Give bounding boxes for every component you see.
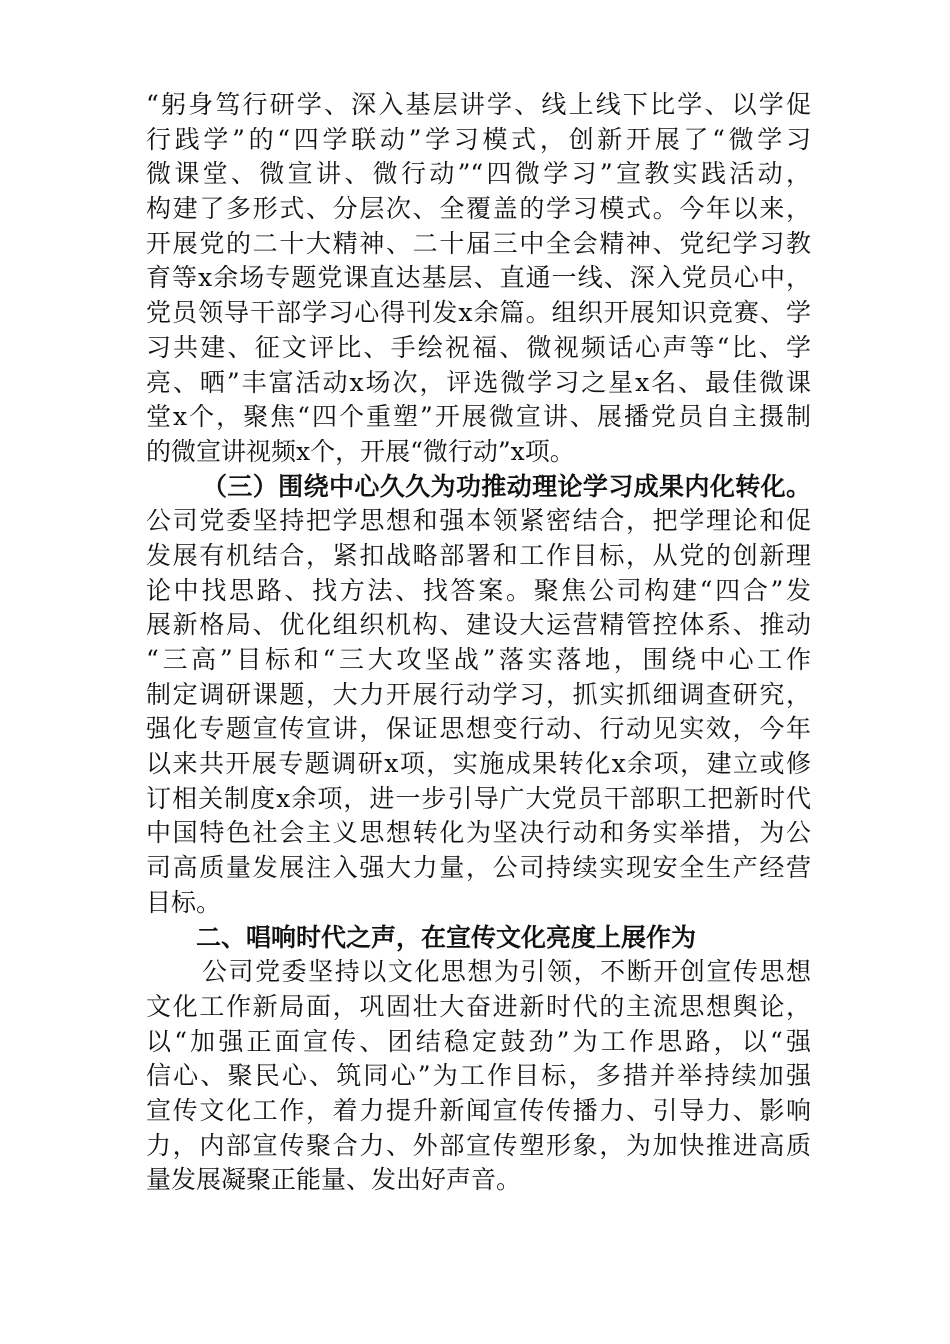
text-line: 育等x余场专题党课直达基层、直通一线、深入党员心中， xyxy=(146,263,811,293)
paragraph-theory-transformation xyxy=(146,470,811,921)
text-line: 以来共开展专题调研x项，实施成果转化x余项，建立或修 xyxy=(146,749,811,779)
text-line: 订相关制度x余项，进一步引导广大党员干部职工把新时代 xyxy=(146,783,811,813)
text-line: “三高”目标和“三大攻坚战”落实落地，围绕中心工作 xyxy=(146,645,811,674)
text-line: 行践学”的“四学联动”学习模式，创新开展了“微学习 xyxy=(146,124,811,154)
text-line: 目标。 xyxy=(146,887,222,917)
text-line: 堂x个，聚焦“四个重塑”开展微宣讲、展播党员自主摄制 xyxy=(146,402,811,432)
text-line: 制定调研课题，大力开展行动学习，抓实抓细调查研究， xyxy=(146,679,811,709)
text-line: 习共建、征文评比、手绘祝福、微视频话心声等“比、学 xyxy=(146,332,811,362)
text-line: 强化专题宣传宣讲，保证思想变行动、行动见实效，今年 xyxy=(146,714,811,744)
text-line: 信心、聚民心、筑同心”为工作目标，多措并举持续加强 xyxy=(146,1061,811,1091)
text-line: 以“加强正面宣传、团结稳定鼓劲”为工作思路，以“强 xyxy=(146,1026,811,1056)
text-line: 党员领导干部学习心得刊发x余篇。组织开展知识竞赛、学 xyxy=(146,298,811,328)
text-line: 力，内部宣传聚合力、外部宣传塑形象，为加快推进高质 xyxy=(146,1130,811,1160)
text-line: 构建了多形式、分层次、全覆盖的学习模式。今年以来， xyxy=(146,194,811,224)
text-line: 微课堂、微宣讲、微行动”“四微学习”宣教实践活动， xyxy=(146,159,811,189)
section-heading: 二、唱响时代之声，在宣传文化亮度上展作为 xyxy=(196,922,697,952)
text-line: 公司党委坚持把学思想和强本领紧密结合，把学理论和促 xyxy=(146,506,811,536)
text-line: 展新格局、优化组织机构、建设大运营精管控体系、推动 xyxy=(146,610,811,640)
text-line: 开展党的二十大精神、二十届三中全会精神、党纪学习教 xyxy=(146,228,811,258)
text-line: 亮、晒”丰富活动x场次，评选微学习之星x名、最佳微课 xyxy=(146,367,811,397)
text-line: 司高质量发展注入强大力量，公司持续实现安全生产经营 xyxy=(146,853,811,883)
text-line: 量发展凝聚正能量、发出好声音。 xyxy=(146,1165,522,1195)
text-line: 中国特色社会主义思想转化为坚决行动和务实举措，为公 xyxy=(146,818,811,848)
text-line: 文化工作新局面，巩固壮大奋进新时代的主流思想舆论， xyxy=(146,991,811,1021)
text-line: 的微宣讲视频x个，开展“微行动”x项。 xyxy=(146,436,575,466)
text-line: 宣传文化工作，着力提升新闻宣传传播力、引导力、影响 xyxy=(146,1095,811,1125)
text-line: 论中找思路、找方法、找答案。聚焦公司构建“四合”发 xyxy=(146,575,811,605)
subheading: （三）围绕中心久久为功推动理论学习成果内化转化。 xyxy=(202,471,811,501)
section-publicity-culture xyxy=(146,921,811,1199)
text-line: “躬身笃行研学、深入基层讲学、线上线下比学、以学促 xyxy=(146,90,811,119)
paragraph-study-model xyxy=(146,88,811,470)
document-page xyxy=(146,88,811,1198)
text-line: 公司党委坚持以文化思想为引领，不断开创宣传思想 xyxy=(202,957,811,987)
text-line: 发展有机结合，紧扣战略部署和工作目标，从党的创新理 xyxy=(146,540,811,570)
